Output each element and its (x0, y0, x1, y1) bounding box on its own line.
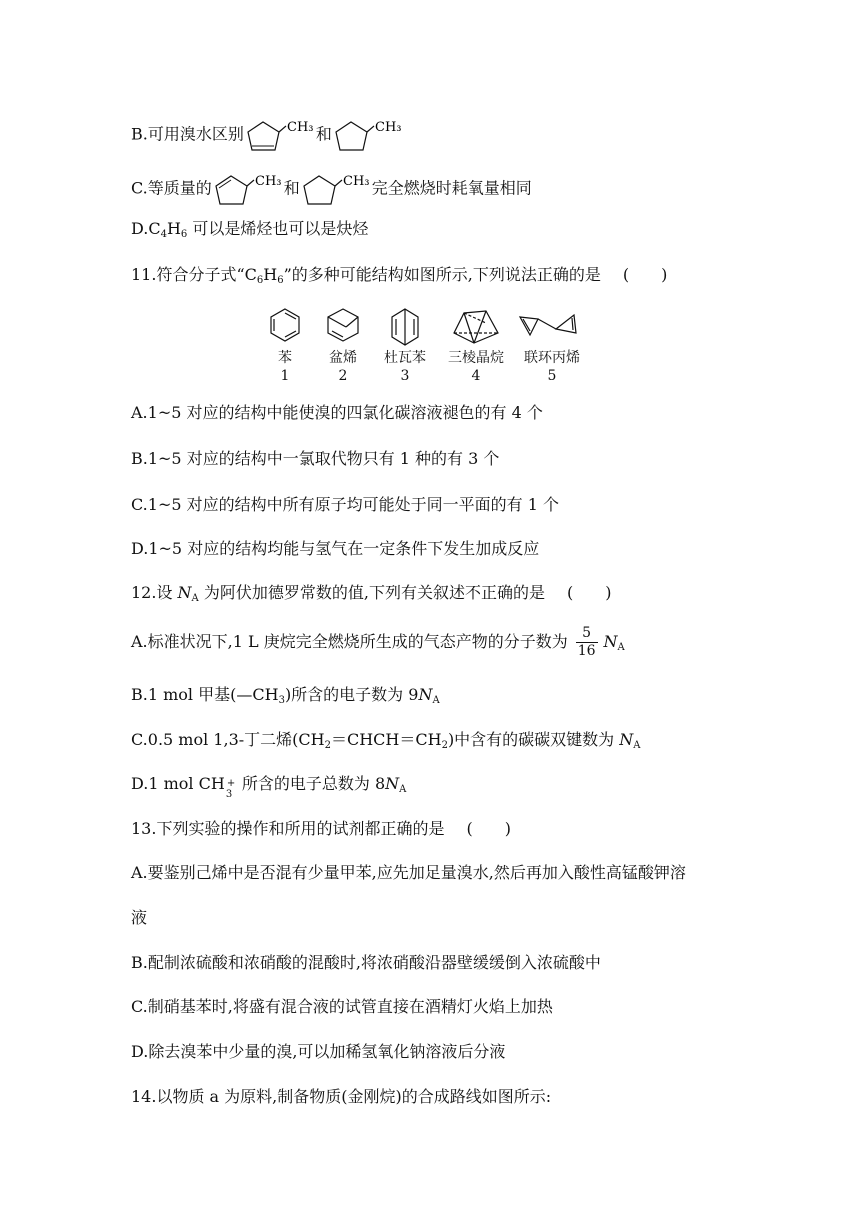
text: ＝CHCH＝CH (330, 730, 442, 749)
text: C.0.5 mol 1,3-丁二烯(CH (131, 730, 325, 749)
ch3-label: CH₃ (286, 120, 314, 135)
text: ”的多种可能结构如图所示,下列说法正确的是 (283, 265, 601, 284)
charge-notation (225, 775, 237, 800)
subscript: 4 (160, 229, 167, 240)
text: 11.符合分子式“C (131, 265, 257, 284)
text: )所含的电子数为 9 (284, 685, 419, 704)
subscript: 6 (256, 275, 264, 286)
isomer-name: 杜瓦苯 (384, 350, 426, 366)
text: 为阿伏加德罗常数的值,下列有关叙述不正确的是 (198, 583, 545, 602)
q10-option-b (131, 118, 404, 152)
isomer-name: 苯 (278, 350, 292, 366)
q13-option-c: C.制硝基苯时,将盛有混合液的试管直接在酒精灯火焰上加热 (131, 997, 553, 1016)
denominator: 16 (577, 643, 596, 659)
q13-option-a-line2: 液 (131, 908, 148, 927)
subscript: 2 (441, 740, 448, 751)
answer-blank: ( ) (566, 583, 612, 602)
avogadro-symbol: N (619, 730, 634, 749)
q10c-and: 和 (283, 178, 300, 198)
q13-stem (131, 818, 511, 840)
q12-option-a (131, 625, 625, 660)
text: )中含有的碳碳双键数为 (447, 730, 620, 749)
methylcyclopentane-structure (300, 172, 372, 206)
q14-stem: 14.以物质 a 为原料,制备物质(金刚烷)的合成路线如图所示: (131, 1087, 552, 1106)
avogadro-symbol: N (385, 774, 400, 793)
methylcyclopentene-structure (212, 172, 284, 206)
q10c-suffix: 完全燃烧时耗氧量相同 (371, 178, 532, 198)
subscript: A (633, 740, 641, 751)
q11-option-d: D.1~5 对应的结构均能与氢气在一定条件下发生加成反应 (131, 539, 540, 558)
benzvalene-structure (328, 309, 358, 341)
prismane-structure (454, 311, 498, 343)
methylcyclopentene-structure (244, 118, 316, 152)
isomer-caption-5 (507, 349, 597, 385)
subscript: A (399, 784, 407, 795)
ch3-label: CH₃ (254, 174, 282, 189)
subscript: 3 (225, 788, 233, 800)
text: H (263, 265, 278, 284)
q11-stem (131, 264, 667, 292)
subscript: A (432, 695, 440, 706)
q10b-prefix: B.可用溴水区别 (131, 124, 244, 144)
q12-stem (131, 582, 611, 610)
q10-option-c (131, 172, 532, 206)
text: D.1 mol CH (131, 774, 225, 793)
text: 可以是烯烃也可以是炔烃 (187, 219, 369, 238)
subscript: 3 (278, 695, 285, 706)
superscript: + (226, 777, 236, 789)
answer-blank: ( ) (622, 265, 668, 284)
c6h6-isomers-figure (258, 305, 603, 387)
text: H (166, 219, 181, 238)
isomer-name: 盆烯 (329, 350, 357, 366)
text: 12.设 (131, 583, 178, 602)
subscript: A (617, 642, 625, 653)
text: 13.下列实验的操作和所用的试剂都正确的是 (131, 819, 445, 838)
numerator: 5 (576, 625, 598, 643)
q10-option-d (131, 218, 368, 246)
q13-option-a-line1: A.要鉴别己烯中是否混有少量甲苯,应先加足量溴水,然后再加入酸性高锰酸钾溶 (131, 863, 686, 882)
q12-option-c (131, 729, 641, 757)
subscript: A (191, 593, 199, 604)
isomer-number: 4 (471, 368, 481, 384)
q13-option-b: B.配制浓硫酸和浓硝酸的混酸时,将浓硝酸沿器壁缓缓倒入浓硫酸中 (131, 953, 601, 972)
q12-option-b (131, 684, 440, 712)
q10c-prefix: C.等质量的 (131, 178, 212, 198)
avogadro-symbol: N (603, 632, 618, 651)
avogadro-symbol: N (418, 685, 433, 704)
avogadro-symbol: N (177, 583, 192, 602)
methylcyclopentane-structure (332, 118, 404, 152)
fraction (576, 625, 598, 660)
text: 所含的电子总数为 8 (236, 774, 386, 793)
q11-option-c: C.1~5 对应的结构中所有原子均可能处于同一平面的有 1 个 (131, 495, 559, 514)
q10b-and: 和 (315, 124, 332, 144)
benzene-structure (271, 309, 299, 341)
text: A.标准状况下,1 L 庚烷完全燃烧所生成的气态产物的分子数为 (131, 632, 568, 651)
q11-option-a: A.1~5 对应的结构中能使溴的四氯化碳溶液褪色的有 4 个 (131, 403, 543, 422)
text: B.1 mol 甲基(—CH (131, 685, 279, 704)
text: D.C (131, 219, 161, 238)
answer-blank: ( ) (466, 819, 511, 838)
q12-option-d (131, 773, 406, 801)
subscript: 6 (277, 275, 284, 286)
subscript: 6 (180, 229, 188, 240)
isomer-name: 三棱晶烷 (448, 350, 504, 366)
isomer-number: 2 (338, 368, 348, 384)
ch3-label: CH₃ (342, 174, 370, 189)
q13-option-d: D.除去溴苯中少量的溴,可以加稀氢氧化钠溶液后分液 (131, 1042, 506, 1061)
isomer-number: 1 (280, 368, 290, 384)
isomer-number: 5 (547, 368, 557, 384)
bicyclopropenyl-structure (520, 315, 576, 335)
ch3-label: CH₃ (374, 120, 402, 135)
q11-option-b: B.1~5 对应的结构中一氯取代物只有 1 种的有 3 个 (131, 449, 500, 468)
isomer-name: 联环丙烯 (524, 350, 580, 366)
isomer-number: 3 (400, 368, 410, 384)
isomer-structures (258, 305, 603, 349)
subscript: 2 (324, 740, 331, 751)
dewar-benzene-structure (392, 309, 418, 345)
